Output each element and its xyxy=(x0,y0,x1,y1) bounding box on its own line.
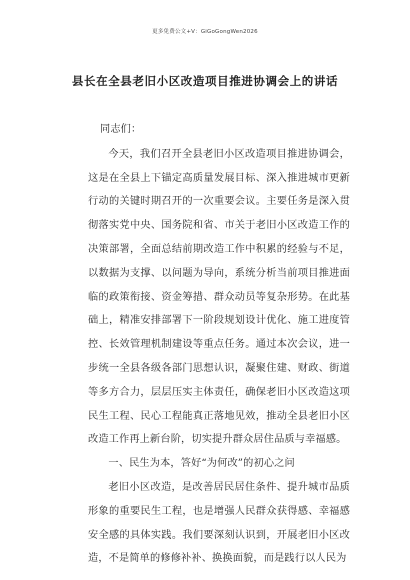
paragraph-intro: 今天，我们召开全县老旧小区改造项目推进协调会，这是在全县上下锚定高质量发展目标、深入推进城市更新行动的关键时期召开的一次重要会议。主要任务是深入贯彻落实党中央、国务院和省、市关于老旧小区改造工作的决策部署，全面总结前期改造工作中积累的经验与不足，以数据为支撑、以问题为导向，系统分析当前项目推进面临的政策衔接、资金筹措、群众动员等复杂形势。在此基础上，精准安排部署下一阶段规划设计优化、施工进度管控、长效管理机制建设等重点任务。通过本次会议，进一步统一全县各级各部门思想认识，凝聚住建、财政、街道等多方合力，层层压实主体责任，确保老旧小区改造这项民生工程、民心工程能真正落地见效，推动全县老旧小区改造工作再上新台阶，切实提升群众居住品质与幸福感。 xyxy=(88,148,350,446)
document-title: 县长在全县老旧小区改造项目推进协调会上的讲话 xyxy=(71,74,339,88)
header-note: 更多免费公文+V：GiGoGongWen2026 xyxy=(152,29,258,35)
document-body xyxy=(88,118,350,571)
salutation: 同志们： xyxy=(100,124,142,135)
paragraph-section-1: 老旧小区改造，是改善居民居住条件、提升城市品质形象的重要民生工程，也是增强人民群众获得感、幸福感安全感的具体实践。我们要深刻认识到，开展老旧小区改造，不是简单的修修补补、换换面貌，而是践行以人民为 xyxy=(88,481,350,565)
section-heading: 一、民生为本，答好“为何改”的初心之问 xyxy=(108,458,295,470)
